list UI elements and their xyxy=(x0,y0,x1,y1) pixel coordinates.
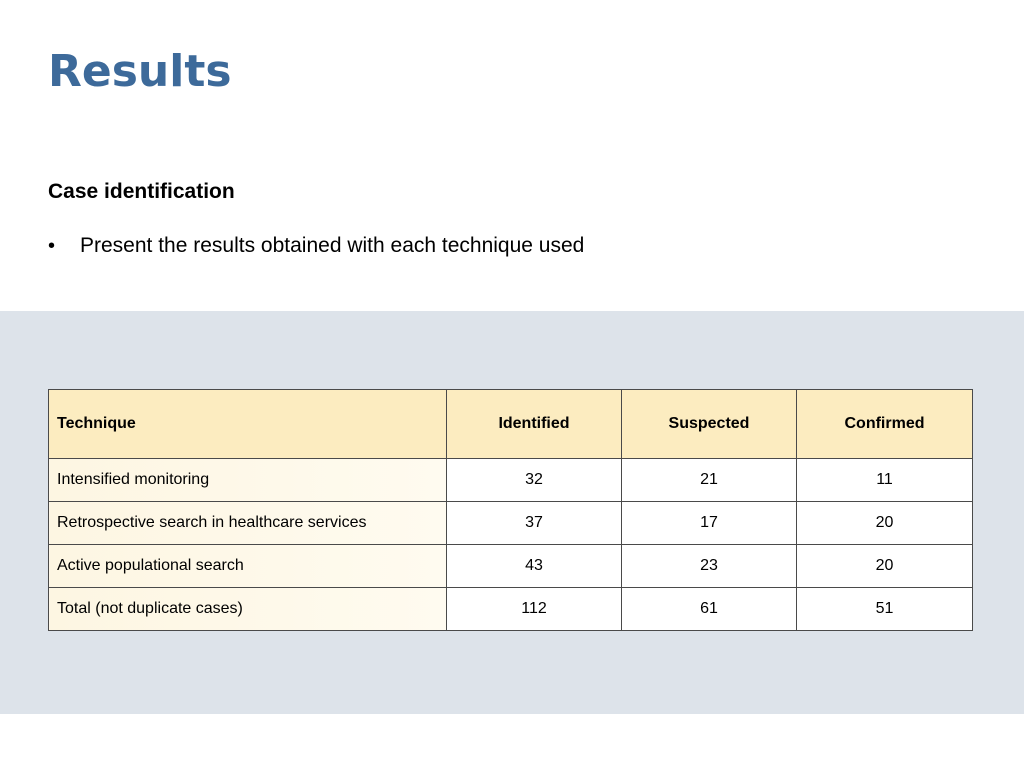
cell-identified: 32 xyxy=(447,459,622,502)
table-row xyxy=(49,545,973,588)
cell-identified: 37 xyxy=(447,502,622,545)
cell-suspected: 17 xyxy=(622,502,797,545)
cell-technique: Retrospective search in healthcare services xyxy=(49,502,447,545)
slide-title: Results xyxy=(48,46,232,97)
section-heading: Case identification xyxy=(48,180,235,203)
table-row xyxy=(49,502,973,545)
cell-identified: 112 xyxy=(447,588,622,631)
results-table xyxy=(48,389,973,631)
cell-confirmed: 51 xyxy=(797,588,973,631)
table-header-row xyxy=(49,390,973,459)
cell-confirmed: 11 xyxy=(797,459,973,502)
cell-technique: Intensified monitoring xyxy=(49,459,447,502)
header-technique: Technique xyxy=(49,390,447,459)
header-suspected: Suspected xyxy=(622,390,797,459)
cell-suspected: 21 xyxy=(622,459,797,502)
bullet-text: Present the results obtained with each technique used xyxy=(80,234,585,257)
cell-confirmed: 20 xyxy=(797,545,973,588)
bullet-icon: • xyxy=(48,235,56,257)
cell-confirmed: 20 xyxy=(797,502,973,545)
bullet-item xyxy=(48,232,584,260)
cell-technique: Total (not duplicate cases) xyxy=(49,588,447,631)
header-confirmed: Confirmed xyxy=(797,390,973,459)
cell-identified: 43 xyxy=(447,545,622,588)
table-row-total xyxy=(49,588,973,631)
table-row xyxy=(49,459,973,502)
header-identified: Identified xyxy=(447,390,622,459)
cell-technique: Active populational search xyxy=(49,545,447,588)
bullet-list xyxy=(48,232,584,260)
cell-suspected: 23 xyxy=(622,545,797,588)
cell-suspected: 61 xyxy=(622,588,797,631)
